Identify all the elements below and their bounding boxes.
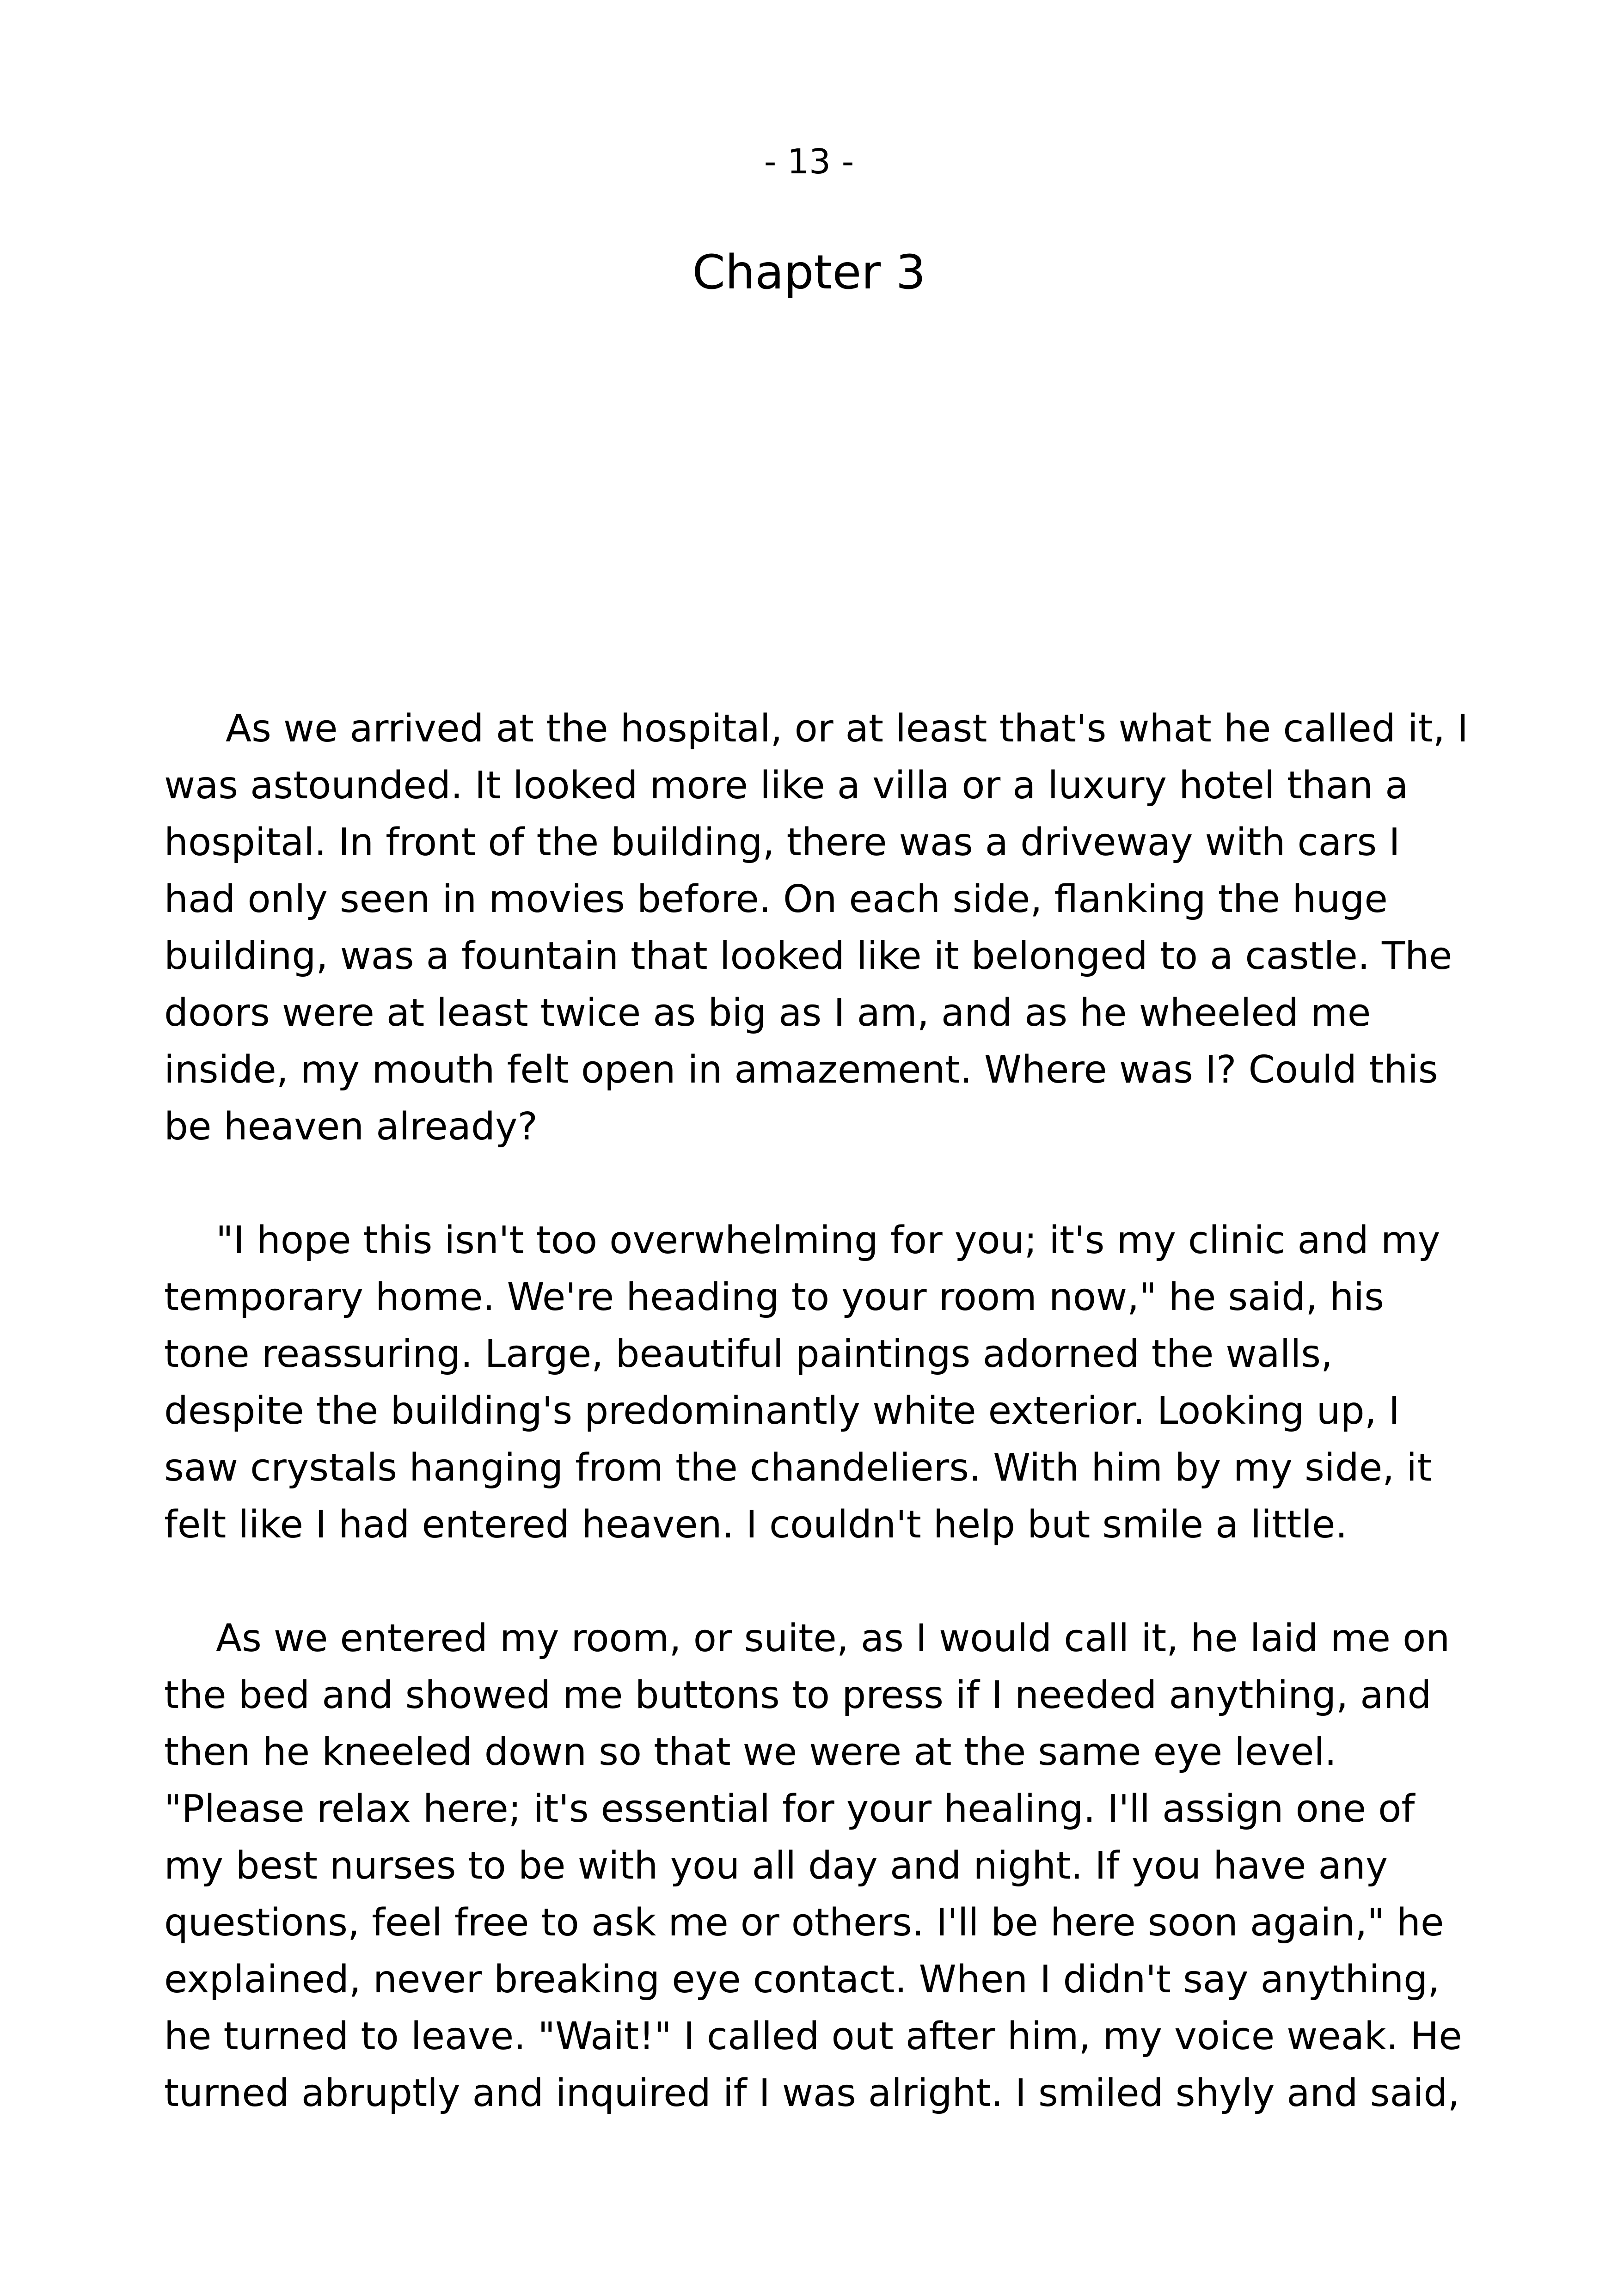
text-line: As we entered my room, or suite, as I would call it, he laid me on [216, 1616, 1450, 1660]
text-line: be heaven already? [164, 1105, 538, 1149]
text-line: building, was a fountain that looked like it belonged to a castle. The [164, 934, 1453, 978]
chapter-title: Chapter 3 [692, 245, 926, 300]
text-line: doors were at least twice as big as I am, and as he wheeled me [164, 991, 1371, 1035]
paragraph-2 [164, 1212, 1505, 1553]
text-line: hospital. In front of the building, there was a driveway with cars I [164, 820, 1400, 864]
page-number: - 13 - [764, 142, 854, 182]
text-line: despite the building's predominantly white exterior. Looking up, I [164, 1389, 1400, 1433]
text-line: "I hope this isn't too overwhelming for you; it's my clinic and my [216, 1218, 1440, 1262]
text-line: he turned to leave. "Wait!" I called out after him, my voice weak. He [164, 2014, 1462, 2058]
text-line: tone reassuring. Large, beautiful paintings adorned the walls, [164, 1332, 1333, 1376]
text-line: saw crystals hanging from the chandeliers. With him by my side, it [164, 1446, 1432, 1490]
text-line: the bed and showed me buttons to press if I needed anything, and [164, 1673, 1432, 1717]
paragraph-1 [164, 700, 1505, 1155]
text-line: As we arrived at the hospital, or at least that's what he called it, I [226, 707, 1469, 751]
text-line: explained, never breaking eye contact. When I didn't say anything, [164, 1958, 1440, 2002]
paragraph-3 [164, 1610, 1505, 2122]
text-line: turned abruptly and inquired if I was alright. I smiled shyly and said, [164, 2071, 1460, 2115]
text-line: inside, my mouth felt open in amazement. Where was I? Could this [164, 1048, 1438, 1092]
text-line: "Please relax here; it's essential for your healing. I'll assign one of [164, 1787, 1415, 1831]
text-line: questions, feel free to ask me or others. I'll be here soon again," he [164, 1901, 1444, 1945]
chapter-body [164, 700, 1505, 2179]
text-line: was astounded. It looked more like a villa or a luxury hotel than a [164, 764, 1409, 808]
text-line: felt like I had entered heaven. I couldn't help but smile a little. [164, 1503, 1348, 1547]
text-line: temporary home. We're heading to your room now," he said, his [164, 1275, 1384, 1319]
text-line: had only seen in movies before. On each side, flanking the huge [164, 877, 1388, 921]
text-line: my best nurses to be with you all day and night. If you have any [164, 1844, 1388, 1888]
text-line: then he kneeled down so that we were at the same eye level. [164, 1730, 1337, 1774]
